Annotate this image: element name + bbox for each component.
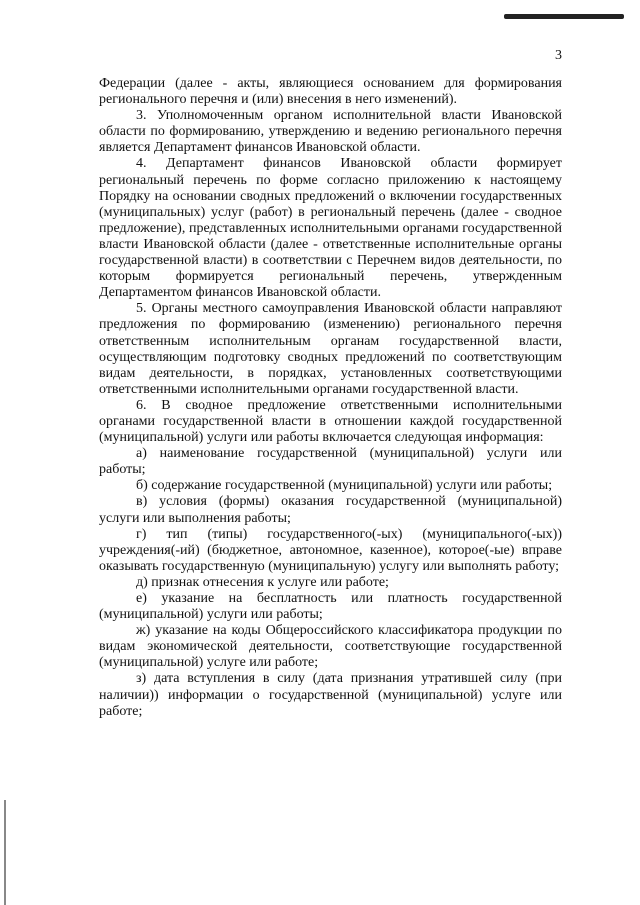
list-item-b: б) содержание государственной (муниципальной) услуги или работы; xyxy=(136,478,553,494)
list-item-zh: ж) указание на коды Общероссийского классификатора продукции по видам экономической деятельности, соответствующие государственной (муниципальной) услуге или работе; xyxy=(99,623,562,671)
paragraph-continuation: Федерации (далее - акты, являющиеся основанием для формирования регионального перечня и (или) внесения в него изменений). xyxy=(99,76,562,108)
list-item-d: д) признак отнесения к услуге или работе; xyxy=(136,574,389,590)
page-number: 3 xyxy=(555,48,562,63)
list-item-g: г) тип (типы) государственного(-ых) (муниципального(-ых)) учреждения(-ий) (бюджетное, автономное, казенное), которое(-ые) вправе оказывать государственную (муниципальную) услугу или выполнять работу; xyxy=(99,526,562,574)
list-item-z: з) дата вступления в силу (дата признания утратившей силу (при наличии)) информации о государственной (муниципальной) услуге или работе; xyxy=(99,671,562,719)
scan-artifact-bar xyxy=(504,14,624,19)
list-item-a: а) наименование государственной (муниципальной) услуги или работы; xyxy=(99,446,562,478)
paragraph-4: 4. Департамент финансов Ивановской области формирует региональный перечень по форме согласно приложению к настоящему Порядку на основании сводных предложений о включении государственных (муниципальных) услуг (работ) в региональный перечень (далее - сводное предложение), представленных исполнительными органами государственной власти Ивановской области (далее - ответственные исполнительные органы государственной власти) в соответствии с Перечнем видов деятельности, по которым формируется региональный перечень, утвержденным Департаментом финансов Ивановской области. xyxy=(99,156,562,301)
paragraph-6: 6. В сводное предложение ответственными исполнительными органами государственной власти в отношении каждой государственной (муниципальной) услуги или работы включается следующая информация: xyxy=(99,397,562,446)
scan-edge-line xyxy=(4,800,6,905)
document-body xyxy=(99,76,562,720)
list-item-v: в) условия (формы) оказания государственной (муниципальной) услуги или выполнения работы; xyxy=(99,494,562,526)
list-item-e: е) указание на бесплатность или платность государственной (муниципальной) услуги или работы; xyxy=(99,591,562,623)
paragraph-3: 3. Уполномоченным органом исполнительной власти Ивановской области по формированию, утверждению и ведению регионального перечня является Департамент финансов Ивановской области. xyxy=(99,108,562,156)
paragraph-5: 5. Органы местного самоуправления Ивановской области направляют предложения по формированию (изменению) регионального перечня ответственным исполнительным органам государственной власти, осуществляющим подготовку сводных предложений по соответствующим видам деятельности, в порядках, установленных соответствующими ответственными исполнительными органами государственной власти. xyxy=(99,301,562,397)
